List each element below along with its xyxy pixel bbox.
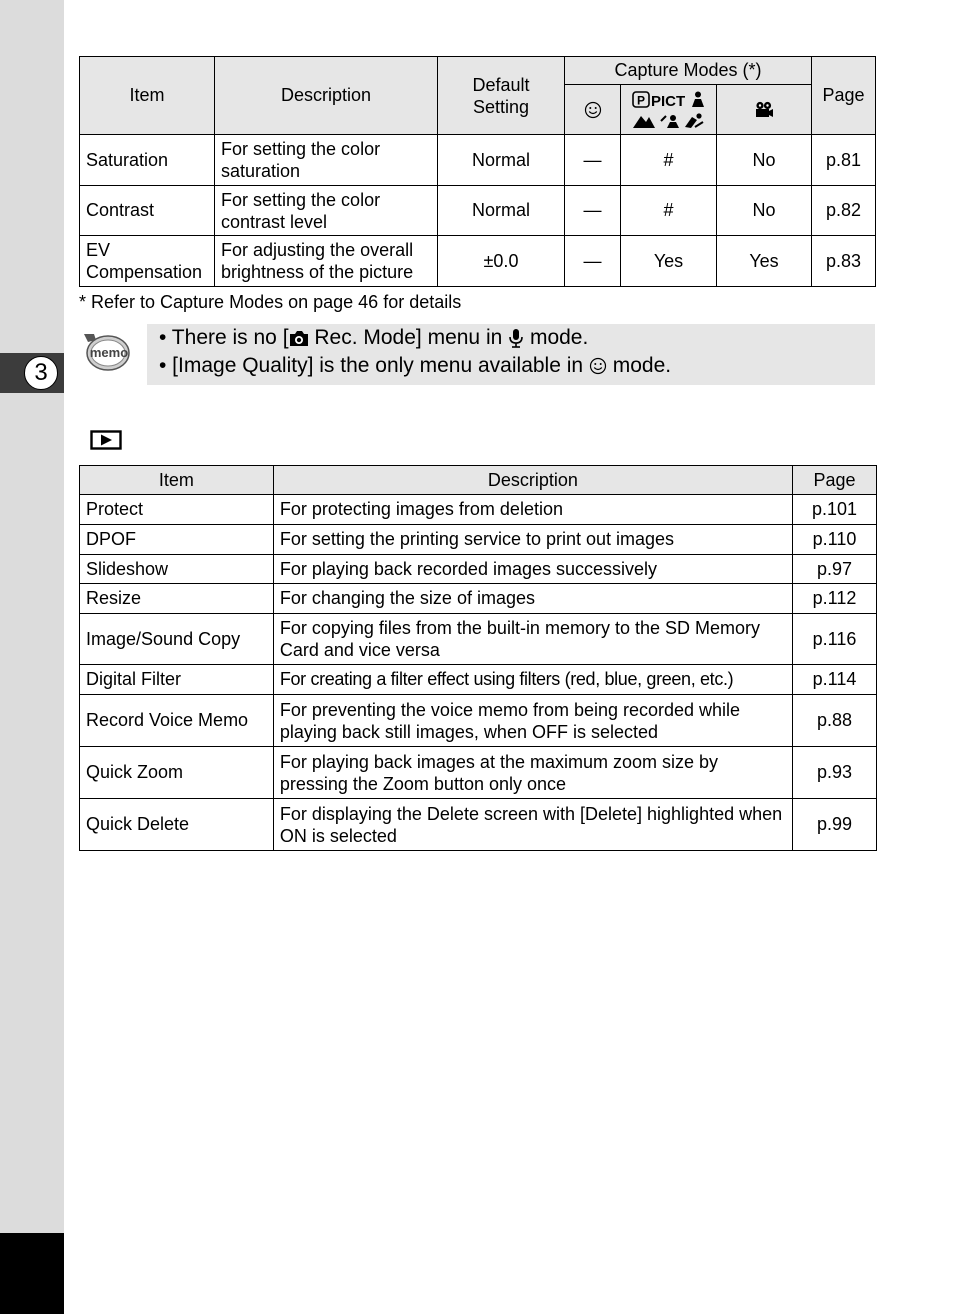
voice-recording-icon	[508, 328, 524, 348]
description-cell: For playing back images at the maximum zoom size by pressing the Zoom button only once	[273, 747, 792, 799]
page-cell: p.82	[812, 186, 876, 236]
table-row	[80, 186, 876, 236]
page-cell: p.93	[793, 747, 877, 799]
svg-text:memo: memo	[89, 345, 129, 360]
page-cell: p.99	[793, 799, 877, 851]
movie-mode-header	[717, 85, 812, 135]
item-cell: Saturation	[80, 135, 215, 186]
playback-settings-table	[79, 465, 877, 851]
smile-mode-icon	[589, 357, 607, 375]
page-cell: p.116	[793, 614, 877, 665]
mode-movie-cell: No	[717, 135, 812, 186]
description-cell: For setting the color contrast level	[215, 186, 438, 236]
memo-box	[147, 324, 875, 385]
description-cell: For adjusting the overall brightness of the picture	[215, 236, 438, 287]
description-cell: For changing the size of images	[273, 584, 792, 614]
svg-text:PICT: PICT	[650, 92, 685, 110]
program-pict-scene-modes-icon	[629, 89, 709, 131]
table-row	[80, 614, 877, 665]
item-cell: Protect	[80, 495, 274, 525]
page-cell: p.101	[793, 495, 877, 525]
smile-mode-header	[565, 85, 621, 135]
header-page: Page	[793, 466, 877, 495]
item-cell: Quick Zoom	[80, 747, 274, 799]
table-row	[80, 495, 877, 525]
mode-program-cell: Yes	[621, 236, 717, 287]
default-cell: Normal	[438, 135, 565, 186]
smile-mode-icon	[584, 101, 602, 119]
page-cell: p.110	[793, 525, 877, 555]
capture-modes-footnote: * Refer to Capture Modes on page 46 for details	[79, 292, 462, 312]
memo-text: mode.	[606, 354, 672, 377]
svg-text:P: P	[636, 93, 645, 107]
item-cell: Record Voice Memo	[80, 695, 274, 747]
memo-text: Rec. Mode] menu in	[308, 326, 509, 349]
memo-line-image-quality	[159, 354, 671, 378]
table-row	[80, 236, 876, 287]
page-sidebar	[0, 0, 64, 1314]
item-cell: Contrast	[80, 186, 215, 236]
item-cell: Digital Filter	[80, 665, 274, 695]
mode-smile-cell: —	[565, 236, 621, 287]
sidebar-footer-block	[0, 1233, 64, 1314]
description-cell: For protecting images from deletion	[273, 495, 792, 525]
table-row	[80, 584, 877, 614]
memo-icon	[82, 330, 130, 372]
movie-mode-icon	[753, 101, 775, 119]
program-pict-header	[621, 85, 717, 135]
table-row	[80, 799, 877, 851]
memo-text: • There is no [	[159, 326, 289, 349]
description-cell: For setting the printing service to print out images	[273, 525, 792, 555]
mode-smile-cell: —	[565, 186, 621, 236]
item-cell: Resize	[80, 584, 274, 614]
table-row	[80, 695, 877, 747]
description-cell: For playing back recorded images successively	[273, 555, 792, 584]
header-capture-modes: Capture Modes (*)	[565, 57, 812, 85]
default-cell: Normal	[438, 186, 565, 236]
playback-menu-icon	[90, 430, 122, 450]
table-row	[80, 665, 877, 695]
description-cell: For setting the color saturation	[215, 135, 438, 186]
page-cell: p.112	[793, 584, 877, 614]
description-cell: For preventing the voice memo from being recorded while playing back still images, when OFF is selected	[273, 695, 792, 747]
mode-movie-cell: Yes	[717, 236, 812, 287]
description-cell: For displaying the Delete screen with [Delete] highlighted when ON is selected	[273, 799, 792, 851]
chapter-number: 3	[24, 356, 58, 390]
item-cell: Quick Delete	[80, 799, 274, 851]
item-cell: Image/Sound Copy	[80, 614, 274, 665]
page-cell: p.88	[793, 695, 877, 747]
description-cell: For copying files from the built-in memory to the SD Memory Card and vice versa	[273, 614, 792, 665]
table-row	[80, 525, 877, 555]
item-cell: Slideshow	[80, 555, 274, 584]
mode-program-cell: #	[621, 186, 717, 236]
memo-line-rec-mode	[159, 326, 588, 350]
page-cell: p.114	[793, 665, 877, 695]
header-item: Item	[80, 466, 274, 495]
camera-icon	[289, 329, 309, 347]
page-cell: p.83	[812, 236, 876, 287]
default-cell: ±0.0	[438, 236, 565, 287]
header-description: Description	[215, 57, 438, 135]
header-page: Page	[812, 57, 876, 135]
table-row	[80, 555, 877, 584]
capture-settings-table	[79, 56, 876, 287]
mode-program-cell: #	[621, 135, 717, 186]
table-row	[80, 135, 876, 186]
description-cell: For creating a filter effect using filters (red, blue, green, etc.)	[273, 665, 792, 695]
page-cell: p.81	[812, 135, 876, 186]
header-description: Description	[273, 466, 792, 495]
memo-text: mode.	[524, 326, 589, 349]
item-cell: EV Compensation	[80, 236, 215, 287]
memo-text: • [Image Quality] is the only menu available in	[159, 354, 589, 377]
table-row	[80, 747, 877, 799]
header-item: Item	[80, 57, 215, 135]
page-cell: p.97	[793, 555, 877, 584]
item-cell: DPOF	[80, 525, 274, 555]
header-default-setting: Default Setting	[438, 57, 565, 135]
mode-smile-cell: —	[565, 135, 621, 186]
mode-movie-cell: No	[717, 186, 812, 236]
